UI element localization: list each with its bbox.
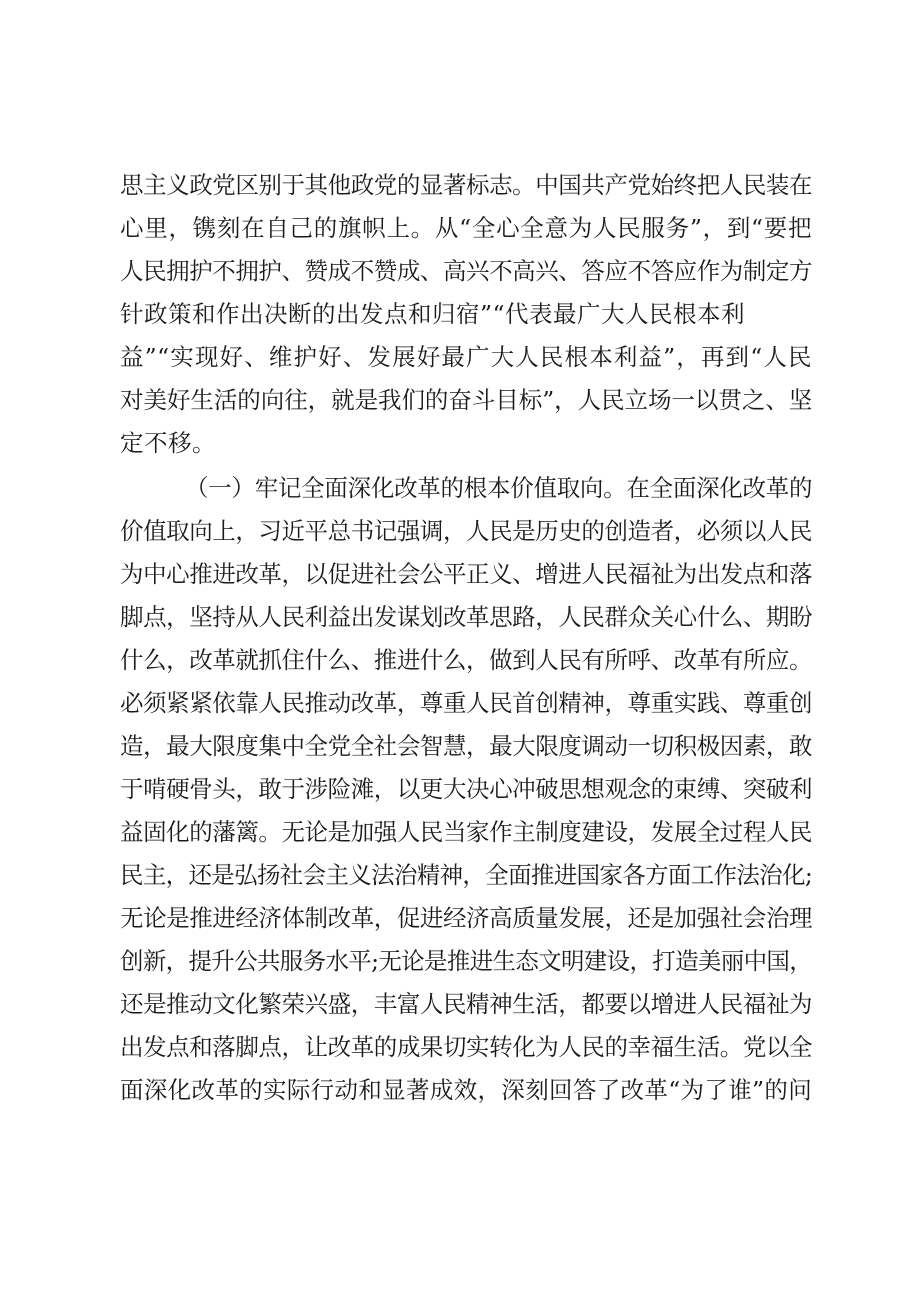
paragraph-line: 针政策和作出决断的出发点和归宿”“代表最广大人民根本利	[120, 300, 746, 328]
paragraph-line: 造，最大限度集中全党全社会智慧，最大限度调动一切积极因素，敢	[120, 732, 812, 760]
paragraph-line: 创新，提升公共服务水平;无论是推进生态文明建设，打造美丽中国，	[120, 947, 812, 975]
paragraph-line: 出发点和落脚点，让改革的成果切实转化为人民的幸福生活。党以全	[120, 1033, 812, 1061]
section-heading-line: （一）牢记全面深化改革的根本价值取向。在全面深化改革的	[185, 474, 812, 502]
paragraph-line: 益”“实现好、维护好、发展好最广大人民根本利益”，再到“人民	[120, 343, 812, 371]
paragraph-line: 思主义政党区别于其他政党的显著标志。中国共产党始终把人民装在	[120, 171, 812, 199]
paragraph-line: 益固化的藩篱。无论是加强人民当家作主制度建设，发展全过程人民	[120, 818, 812, 846]
paragraph-line: 民主，还是弘扬社会主义法治精神，全面推进国家各方面工作法治化;	[120, 861, 812, 889]
paragraph-line: 必须紧紧依靠人民推动改革，尊重人民首创精神，尊重实践、尊重创	[120, 689, 812, 717]
paragraph-line: 为中心推进改革，以促进社会公平正义、增进人民福祉为出发点和落	[120, 560, 812, 588]
paragraph-line: 人民拥护不拥护、赞成不赞成、高兴不高兴、答应不答应作为制定方	[120, 257, 812, 285]
paragraph-line: 对美好生活的向往，就是我们的奋斗目标”，人民立场一以贯之、坚	[120, 386, 812, 414]
paragraph-line: 还是推动文化繁荣兴盛，丰富人民精神生活，都要以增进人民福祉为	[120, 990, 812, 1018]
paragraph-line: 定不移。	[120, 429, 216, 457]
paragraph-line: 什么，改革就抓住什么、推进什么，做到人民有所呼、改革有所应。	[120, 646, 812, 674]
paragraph-line: 无论是推进经济体制改革，促进经济高质量发展，还是加强社会治理	[120, 904, 812, 932]
paragraph-line: 脚点，坚持从人民利益出发谋划改革思路，人民群众关心什么、期盼	[120, 603, 812, 631]
paragraph-line: 面深化改革的实际行动和显著成效，深刻回答了改革“为了谁”的问	[120, 1076, 812, 1104]
paragraph-line: 价值取向上，习近平总书记强调，人民是历史的创造者，必须以人民	[120, 517, 812, 545]
paragraph-line: 心里，镌刻在自己的旗帜上。从“全心全意为人民服务”，到“要把	[120, 214, 812, 242]
paragraph-line: 于啃硬骨头，敢于涉险滩，以更大决心冲破思想观念的束缚、突破利	[120, 775, 812, 803]
